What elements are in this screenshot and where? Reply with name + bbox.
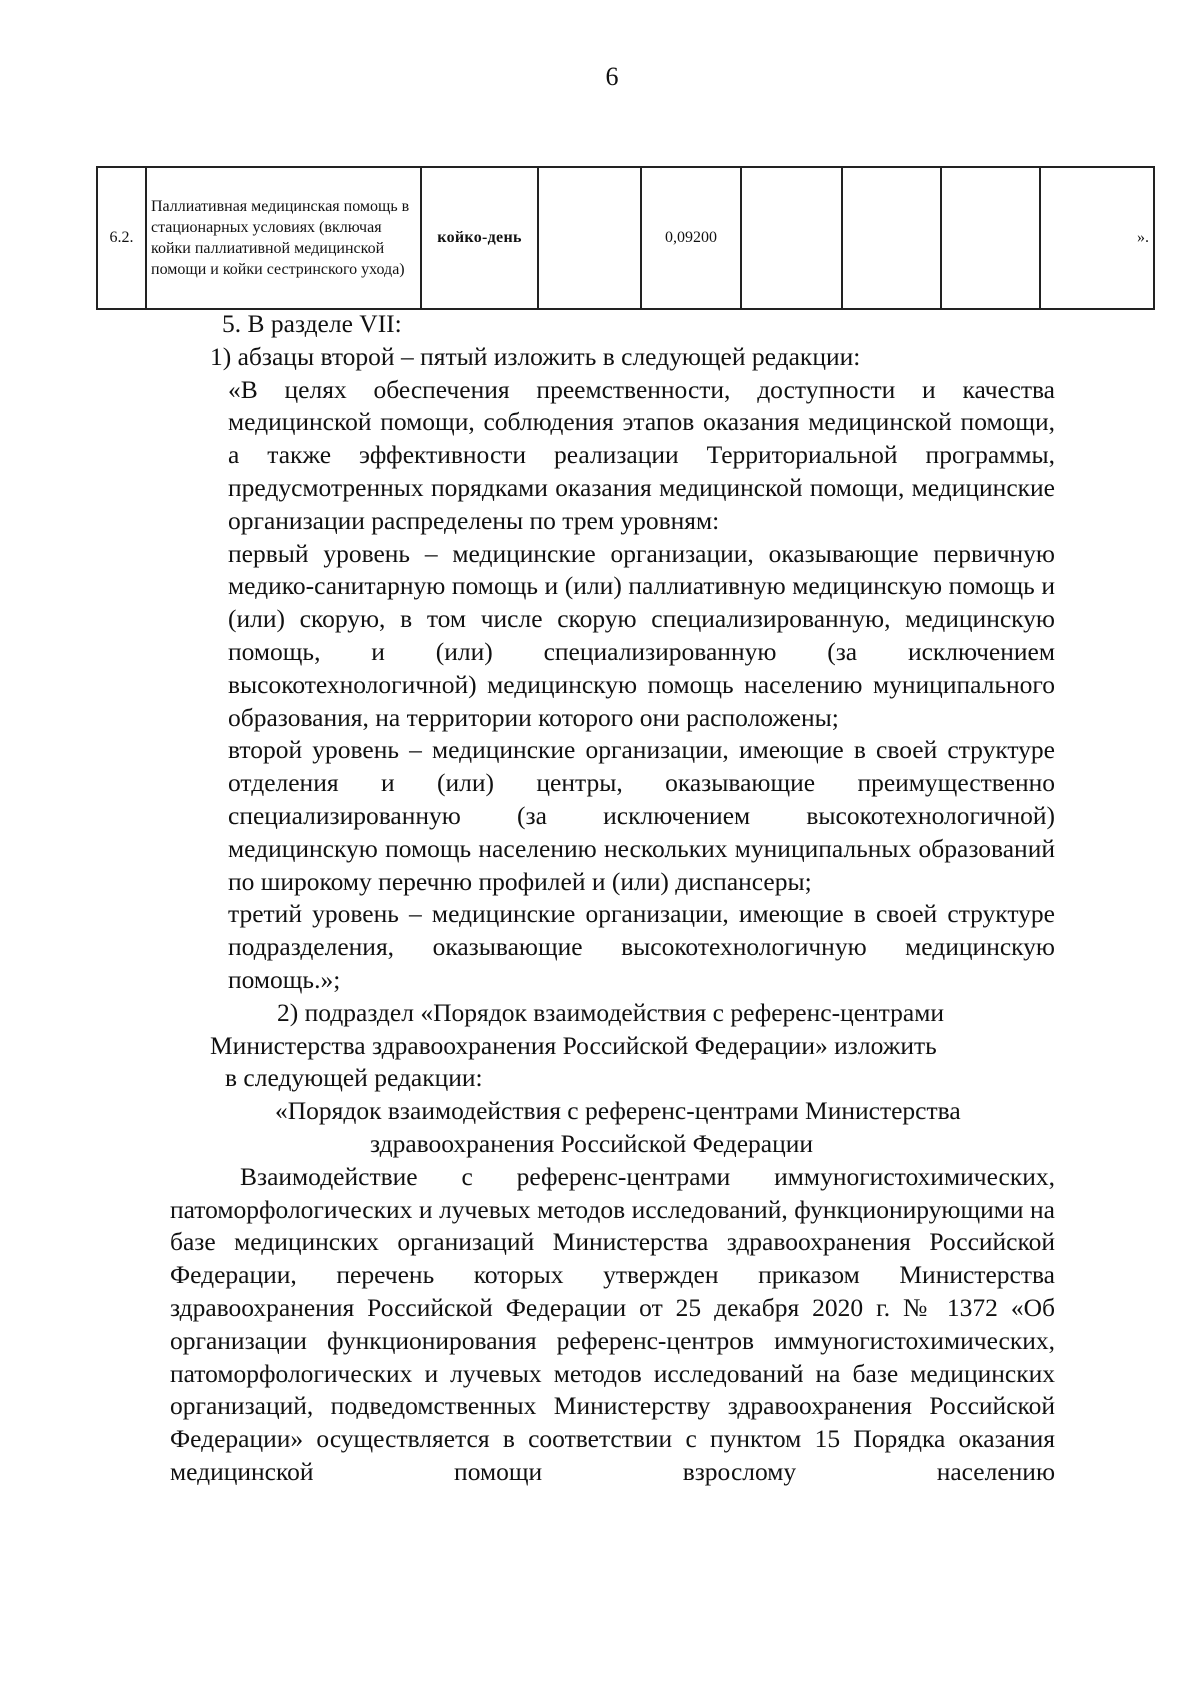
item-1: 1) абзацы второй – пятый изложить в следующей редакции: [210,341,861,371]
empty-cell [842,167,941,309]
section-heading: 5. В разделе VII: [222,309,402,338]
item-2-line-3: в следующей редакции: [225,1063,483,1093]
table-row [97,167,1154,309]
row-number-cell: 6.2. [97,167,146,309]
volume-table [96,166,1155,310]
unit-cell: койко-день [421,167,538,309]
paragraph-level-two: второй уровень – медицинские организации, имеющие в своей структуре отделения и (или) центры, оказывающие преимущественно специализированную (за исключением высокотехнологичной) медицинскую помощь населению нескольких муниципальных образований по широкому перечню профилей и (или) диспансеры; [228,735,1055,896]
care-type-cell: Паллиативная медицинская помощь в стационарных условиях (включая койки паллиативной медицинской помощи и койки сестринского ухода) [146,167,421,309]
closing-quote-cell: ». [1040,167,1154,309]
empty-cell [941,167,1040,309]
page-number: 6 [605,62,619,91]
item-2-line-2: Министерства здравоохранения Российской Федерации» изложить [210,1030,937,1060]
paragraph-levels-intro: «В целях обеспечения преемственности, доступности и качества медицинской помощи, соблюдения этапов оказания медицинской помощи, а также эффективности реализации Территориальной программы, предусмотренных порядками оказания медицинской помощи, медицинские организации распределены по трем уровням: [228,374,1055,535]
document-body [170,308,1055,1489]
paragraph-reference-centers: Взаимодействие с референс-центрами иммуногистохимических, патоморфологических и лучевых методов исследований, функционирующими на базе медицинских организаций Министерства здравоохранения Российской Федерации, перечень которых утвержден приказом Министерства здравоохранения Российской Федерации от 25 декабря 2020 г. № 1372 «Об организации функционирования референс-центров иммуногистохимических, патоморфологических и лучевых методов исследований на базе медицинских организаций, подведомственных Министерству здравоохранения Российской Федерации» осуществляется в соответствии с пунктом 15 Порядка оказания медицинской помощи взрослому населению [170,1161,1055,1486]
subsection-title-line-2: здравоохранения Российской Федерации [370,1128,814,1158]
paragraph-level-three: третий уровень – медицинские организации, имеющие в своей структуре подразделения, оказывающие высокотехнологичную медицинскую помощь.»; [228,899,1055,994]
subsection-title-line-1: «Порядок взаимодействия с референс-центрами Министерства [275,1096,961,1126]
item-2-line-1: 2) подраздел «Порядок взаимодействия с референс-центрами [277,997,944,1027]
empty-cell [741,167,842,309]
empty-cell [538,167,641,309]
paragraph-level-one: первый уровень – медицинские организации, оказывающие первичную медико-санитарную помощь и (или) паллиативную медицинскую помощь и (или) скорую, в том числе скорую специализированную, медицинскую помощь, и (или) специализированную (за исключением высокотехнологичной) медицинскую помощь населению муниципального образования, на территории которого они расположены; [228,538,1055,732]
norm-value-cell: 0,09200 [641,167,741,309]
